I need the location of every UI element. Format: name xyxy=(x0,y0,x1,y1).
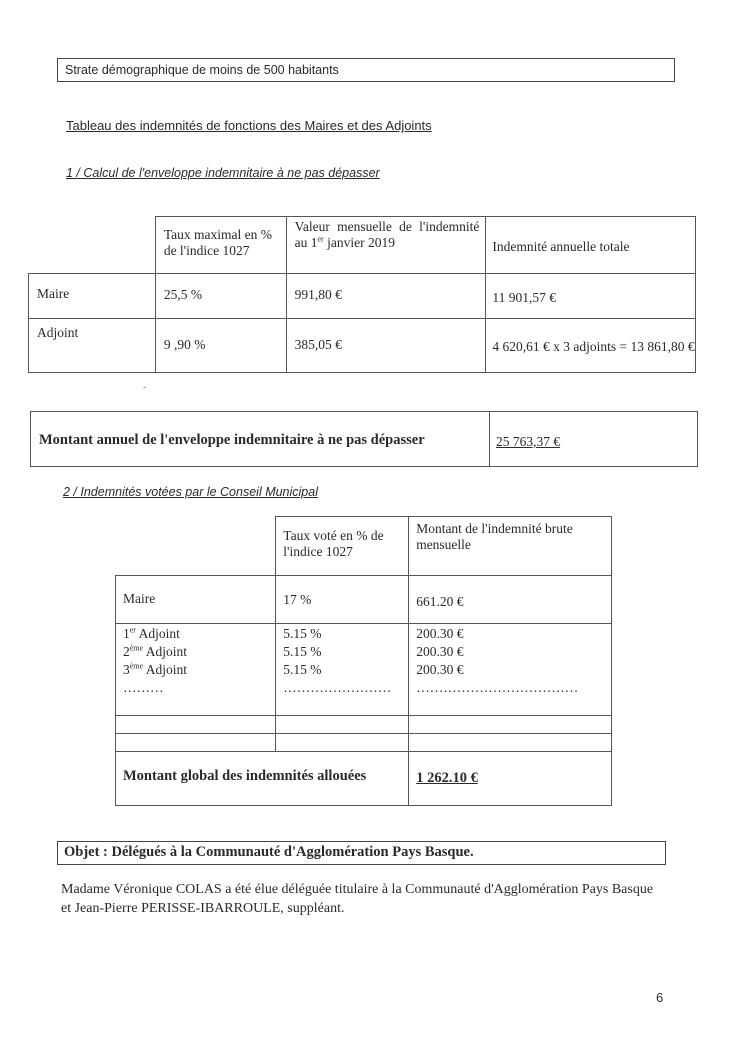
row-montant-maire-vote: 661.20 € xyxy=(409,576,612,624)
col-indemnite-annuelle: Indemnité annuelle totale xyxy=(486,217,696,274)
stray-mark: - xyxy=(143,382,147,393)
row-label-maire: Maire xyxy=(29,274,156,319)
row-annuelle-adjoint: 4 620,61 € x 3 adjoints = 13 861,80 € xyxy=(486,319,696,373)
adjoint-dots-label: ……… xyxy=(123,680,164,695)
strate-box xyxy=(57,58,675,82)
row-valeur-maire: 991,80 € xyxy=(286,274,486,319)
empty-row xyxy=(116,716,612,734)
table-header-row xyxy=(116,517,612,576)
table-row xyxy=(29,274,696,319)
adjoint-3-montant: 200.30 € xyxy=(416,662,464,677)
strate-text: Strate démographique de moins de 500 habitants xyxy=(65,63,339,77)
adjoint-2-label: 2ème Adjoint xyxy=(123,643,187,659)
empty-corner-cell xyxy=(29,217,156,274)
total-value: 1 262.10 € xyxy=(409,752,612,806)
col-taux-vote: Taux voté en % de l'indice 1027 xyxy=(276,517,409,576)
adjoint-1-taux: 5.15 % xyxy=(283,626,322,641)
table-header-row xyxy=(29,217,696,274)
adjoint-3-label: 3ème Adjoint xyxy=(123,661,187,677)
section1-heading: 1 / Calcul de l'enveloppe indemnitaire à ne pas dépasser xyxy=(66,166,380,180)
envelope-calc-table xyxy=(28,216,696,373)
document-title: Tableau des indemnités de fonctions des Maires et des Adjoints xyxy=(66,118,432,133)
envelope-total-label: Montant annuel de l'enveloppe indemnitaire à ne pas dépasser xyxy=(39,432,425,448)
adjoint-1-label: 1er Adjoint xyxy=(123,625,180,641)
row-label-maire-vote: Maire xyxy=(116,576,276,624)
page-number: 6 xyxy=(656,990,664,1005)
envelope-total-box xyxy=(30,411,698,467)
adjoint-2-montant: 200.30 € xyxy=(416,644,464,659)
section2-heading: 2 / Indemnités votées par le Conseil Municipal xyxy=(63,485,318,499)
table-row xyxy=(29,319,696,373)
adjoint-2-taux: 5.15 % xyxy=(283,644,322,659)
envelope-divider xyxy=(489,412,490,466)
row-taux-adjoint: 9 ,90 % xyxy=(155,319,286,373)
row-label-adjoint: Adjoint xyxy=(29,319,156,373)
voted-indemnities-table xyxy=(115,516,612,806)
total-label: Montant global des indemnités allouées xyxy=(116,752,409,806)
col-valeur-mensuelle: Valeur mensuelle de l'indemnité au 1er janvier 2019 xyxy=(286,217,486,274)
col-taux-max: Taux maximal en % de l'indice 1027 xyxy=(155,217,286,274)
adjoint-1-montant: 200.30 € xyxy=(416,626,464,641)
row-taux-maire-vote: 17 % xyxy=(276,576,409,624)
col-montant-brut: Montant de l'indemnité brute mensuelle xyxy=(409,517,612,576)
row-annuelle-maire: 11 901,57 € xyxy=(486,274,696,319)
envelope-total-value: 25 763,37 € xyxy=(496,434,561,449)
adjoint-dots-montant: ……………………………… xyxy=(416,680,579,695)
objet-paragraph: Madame Véronique COLAS a été élue déléguée titulaire à la Communauté d'Agglomération Pays Basque et Jean-Pierre PERISSE-IBARROULE, suppléant. xyxy=(61,882,654,916)
empty-row xyxy=(116,734,612,752)
row-valeur-adjoint: 385,05 € xyxy=(286,319,486,373)
adjoint-dots-taux: …………………… xyxy=(283,680,392,695)
adjoints-labels xyxy=(116,624,276,716)
empty-corner-cell xyxy=(116,517,276,576)
adjoint-3-taux: 5.15 % xyxy=(283,662,322,677)
table-row xyxy=(116,576,612,624)
total-row xyxy=(116,752,612,806)
objet-title: Objet : Délégués à la Communauté d'Agglomération Pays Basque. xyxy=(64,844,474,860)
adjoints-montant xyxy=(409,624,612,716)
objet-box xyxy=(57,841,666,865)
row-taux-maire: 25,5 % xyxy=(155,274,286,319)
table-row-adjoints xyxy=(116,624,612,716)
adjoints-taux xyxy=(276,624,409,716)
